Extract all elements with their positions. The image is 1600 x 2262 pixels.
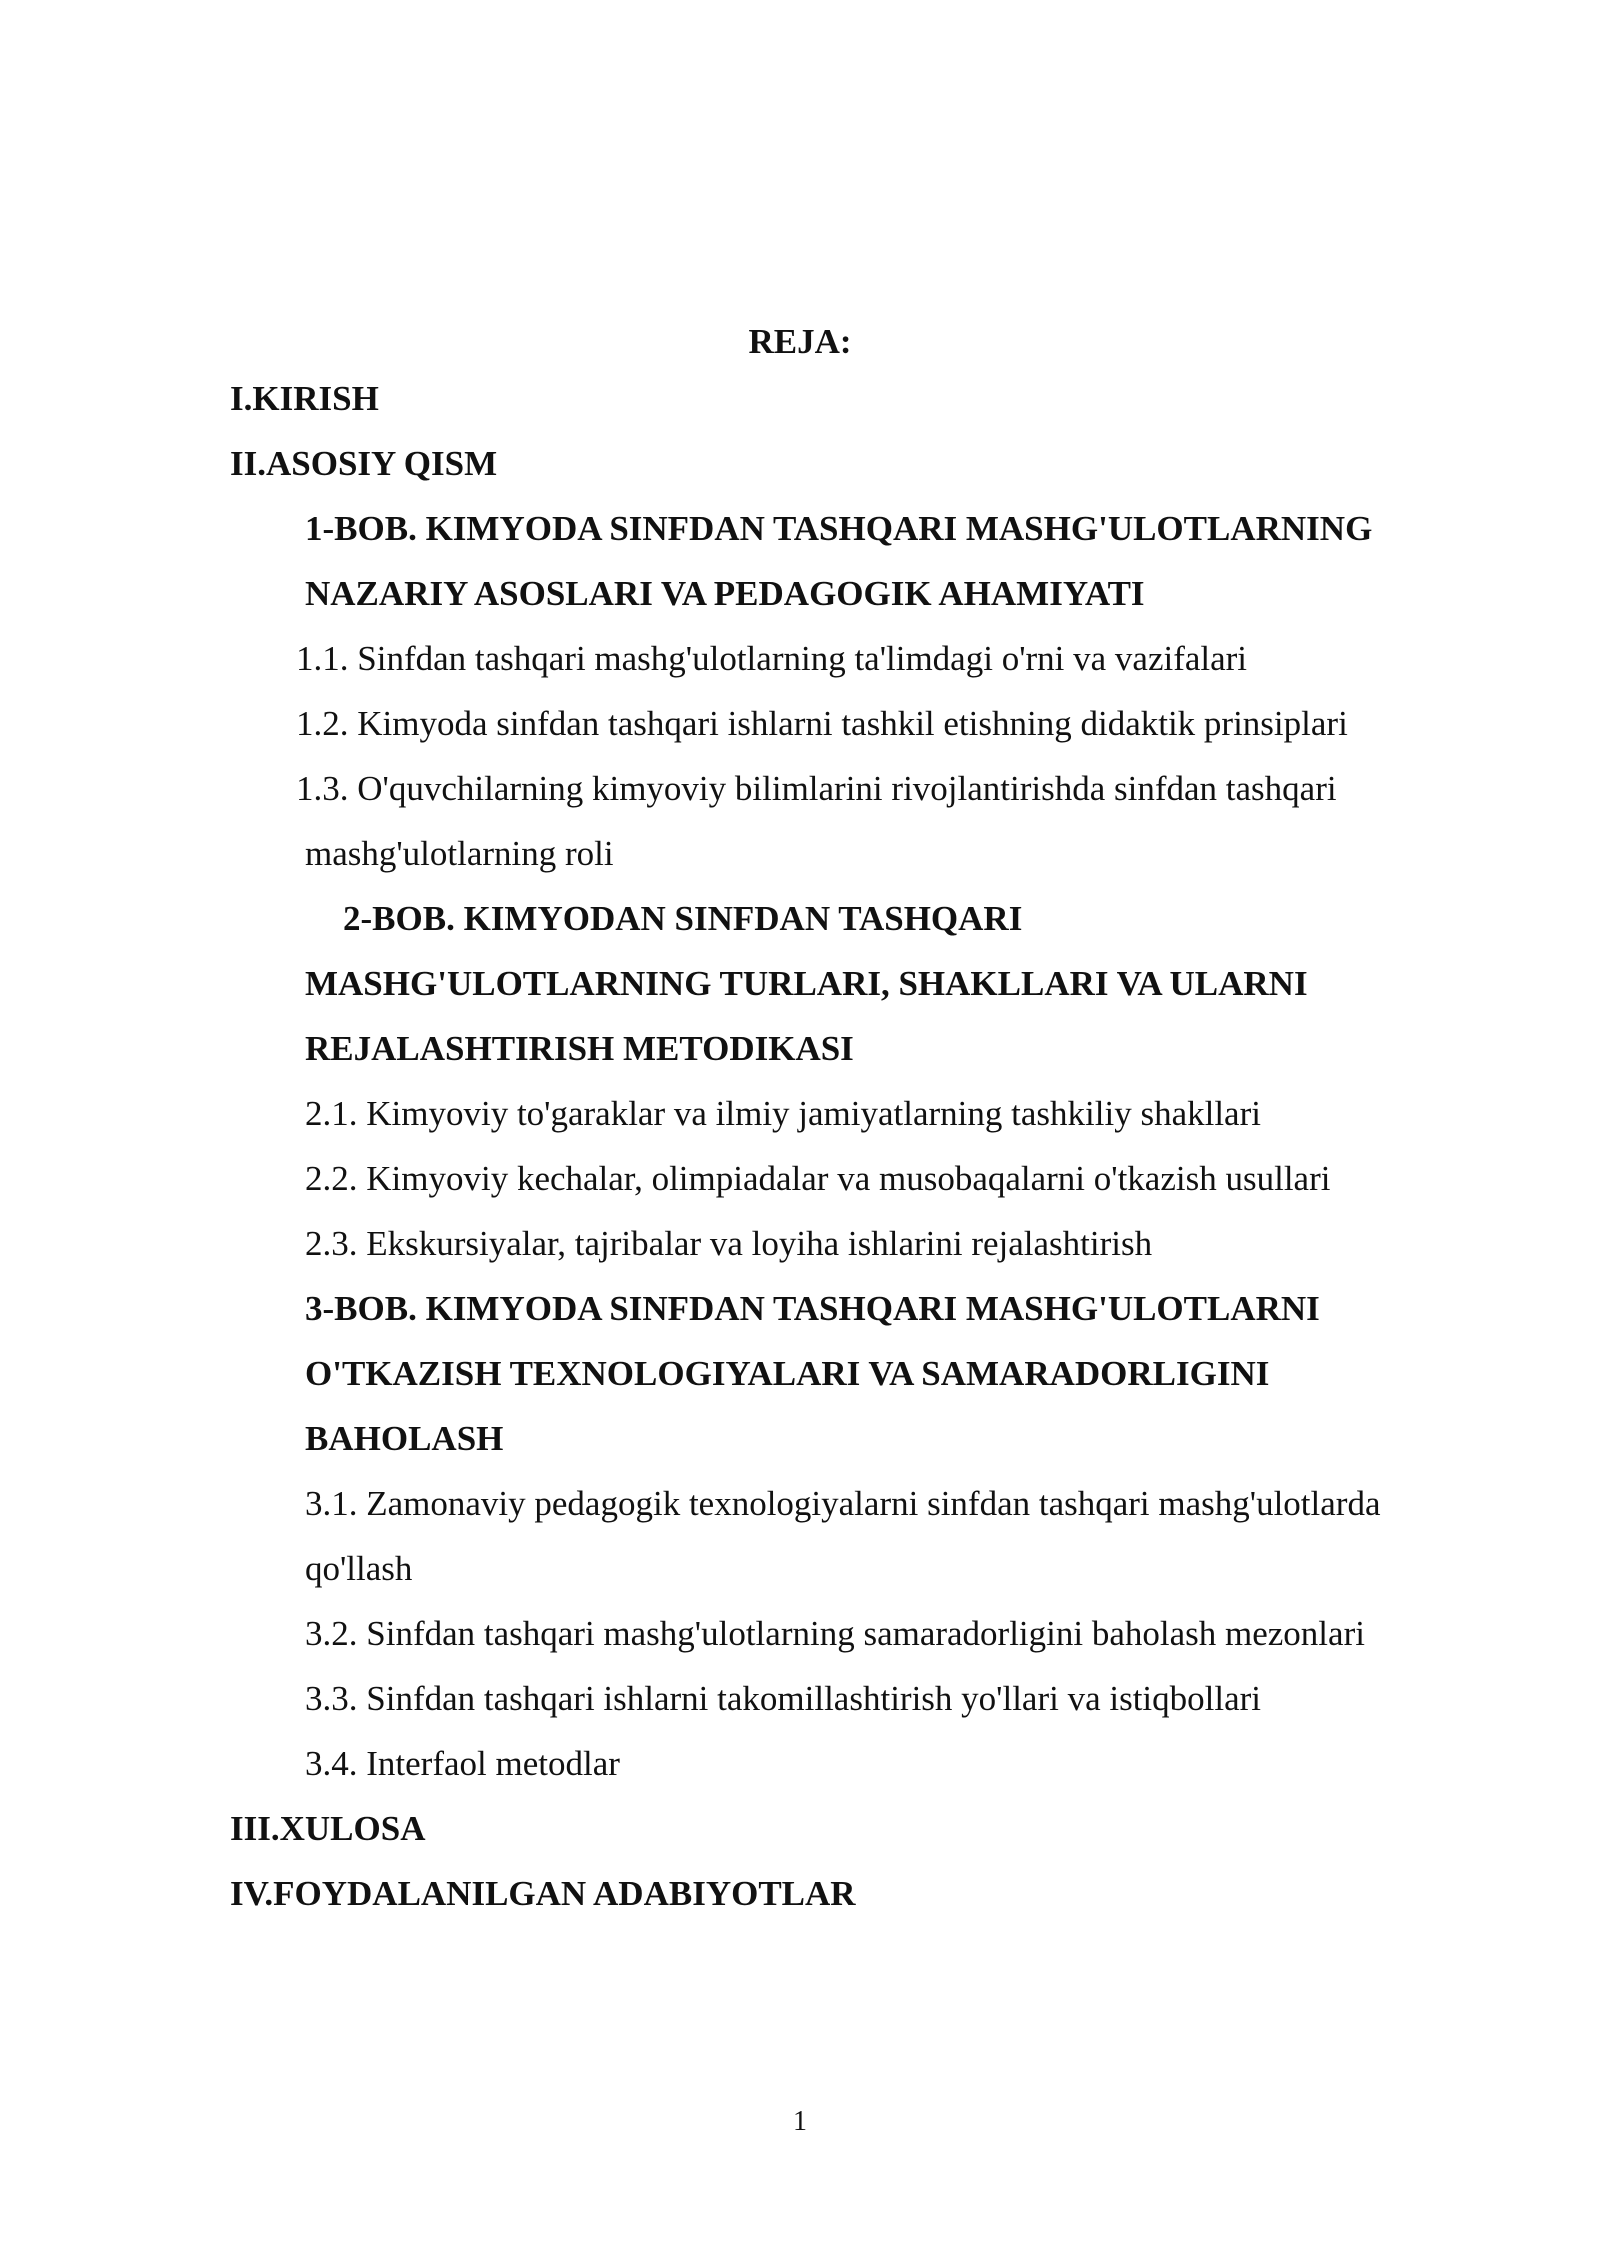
toc-item-1-3: 1.3. O'quvchilarning kimyoviy bilimlarini rivojlantirishda sinfdan tashqari — [296, 769, 1337, 808]
toc-chapter-2-heading-cont-2: REJALASHTIRISH METODIKASI — [305, 1029, 854, 1068]
toc-item-3-1: 3.1. Zamonaviy pedagogik texnologiyalarni sinfdan tashqari mashg'ulotlarda — [305, 1484, 1381, 1523]
toc-chapter-3-heading-cont-2: BAHOLASH — [305, 1419, 504, 1458]
toc-item-3-3: 3.3. Sinfdan tashqari ishlarni takomillashtirish yo'llari va istiqbollari — [305, 1679, 1262, 1718]
toc-section-conclusion: III.XULOSA — [230, 1809, 426, 1848]
toc-chapter-1-heading-cont: NAZARIY ASOSLARI VA PEDAGOGIK AHAMIYATI — [305, 574, 1145, 613]
toc-item-2-2: 2.2. Kimyoviy kechalar, olimpiadalar va musobaqalarni o'tkazish usullari — [305, 1159, 1331, 1198]
toc-section-references: IV.FOYDALANILGAN ADABIYOTLAR — [230, 1874, 856, 1913]
toc-chapter-2-heading: 2-BOB. KIMYODAN SINFDAN TASHQARI — [343, 899, 1023, 938]
toc-item-3-1-cont: qo'llash — [305, 1549, 413, 1588]
toc-chapter-2-heading-cont: MASHG'ULOTLARNING TURLARI, SHAKLLARI VA ULARNI — [305, 964, 1308, 1003]
toc-item-2-3: 2.3. Ekskursiyalar, tajribalar va loyiha ishlarini rejalashtirish — [305, 1224, 1153, 1263]
toc-item-1-2: 1.2. Kimyoda sinfdan tashqari ishlarni tashkil etishning didaktik prinsiplari — [296, 704, 1348, 743]
toc-item-1-3-cont: mashg'ulotlarning roli — [305, 834, 614, 873]
table-of-contents — [0, 366, 1600, 1926]
toc-section-main-part: II.ASOSIY QISM — [230, 444, 498, 483]
toc-item-3-4: 3.4. Interfaol metodlar — [305, 1744, 620, 1783]
toc-chapter-3-heading-cont: O'TKAZISH TEXNOLOGIYALARI VA SAMARADORLIGINI — [305, 1354, 1270, 1393]
page-number: 1 — [793, 2106, 807, 2137]
page-title: REJA: — [748, 322, 852, 361]
toc-chapter-3-heading: 3-BOB. KIMYODA SINFDAN TASHQARI MASHG'ULOTLARNI — [305, 1289, 1320, 1328]
toc-item-3-2: 3.2. Sinfdan tashqari mashg'ulotlarning samaradorligini baholash mezonlari — [305, 1614, 1365, 1653]
toc-item-2-1: 2.1. Kimyoviy to'garaklar va ilmiy jamiyatlarning tashkiliy shakllari — [305, 1094, 1261, 1133]
toc-chapter-1-heading: 1-BOB. KIMYODA SINFDAN TASHQARI MASHG'ULOTLARNING — [305, 509, 1373, 548]
toc-section-introduction: I.KIRISH — [230, 379, 379, 418]
toc-item-1-1: 1.1. Sinfdan tashqari mashg'ulotlarning ta'limdagi o'rni va vazifalari — [296, 639, 1248, 678]
